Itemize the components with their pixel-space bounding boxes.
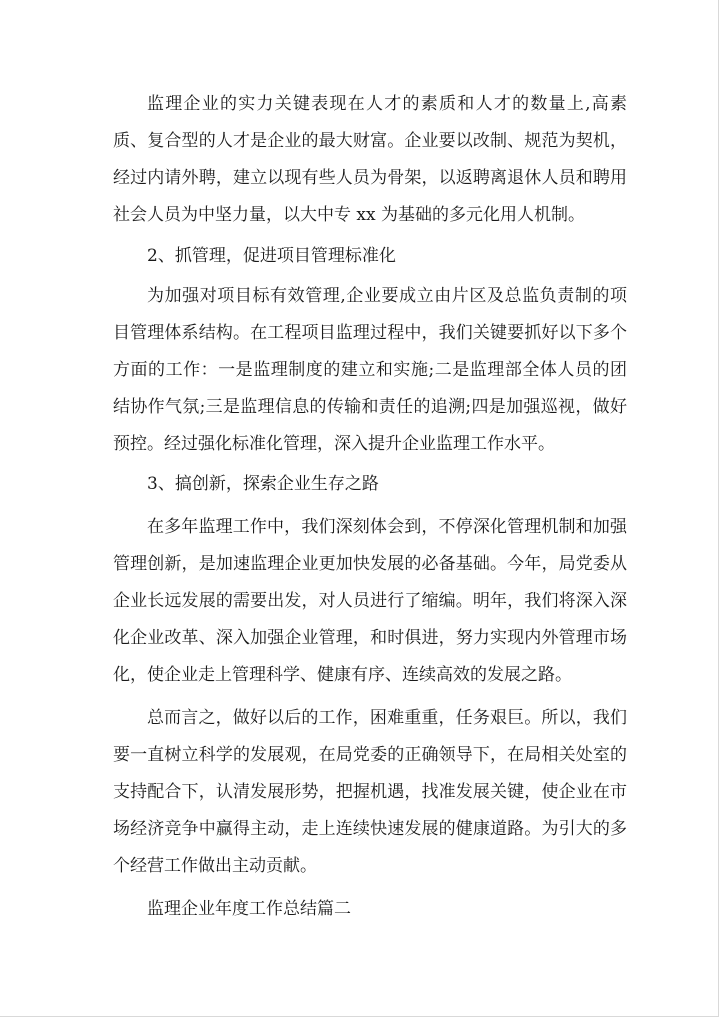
heading-innovation: 3、搞创新，探索企业生存之路 — [147, 474, 379, 494]
section-title-part-two: 监理企业年度工作总结篇二 — [147, 899, 351, 919]
document-body — [113, 86, 627, 931]
paragraph-management: 为加强对项目标有效管理,企业要成立由片区及总监负责制的项目管理体系结构。在工程项目监理过程中，我们关键要抓好以下多个方面的工作：一是监理制度的建立和实施;二是监理部全体人员的团结协作气氛;三是监理信息的传输和责任的追溯;四是加强巡视，做好预控。经过强化标准化管理，深入提升企业监理工作水平。 — [113, 286, 627, 454]
paragraph-talent: 监理企业的实力关键表现在人才的素质和人才的数量上,高素质、复合型的人才是企业的最大财富。企业要以改制、规范为契机，经过内请外聘，建立以现有些人员为骨架，以返聘离退休人员和聘用社会人员为中坚力量，以大中专 xx 为基础的多元化用人机制。 — [113, 94, 627, 225]
paragraph-conclusion: 总而言之，做好以后的工作，困难重重，任务艰巨。所以，我们要一直树立科学的发展观，在局党委的正确领导下，在局相关处室的支持配合下，认清发展形势，把握机遇，找准发展关键，使企业在市场经济竞争中赢得主动，走上连续快速发展的健康道路。为引大的多个经营工作做出主动贡献。 — [113, 708, 627, 876]
paragraph-innovation: 在多年监理工作中，我们深刻体会到，不停深化管理机制和加强管理创新，是加速监理企业更加快发展的必备基础。今年，局党委从企业长远发展的需要出发，对人员进行了缩编。明年，我们将深入深化企业改革、深入加强企业管理，和时俱进，努力实现内外管理市场化，使企业走上管理科学、健康有序、连续高效的发展之路。 — [113, 517, 627, 685]
heading-management: 2、抓管理，促进项目管理标准化 — [147, 246, 396, 266]
